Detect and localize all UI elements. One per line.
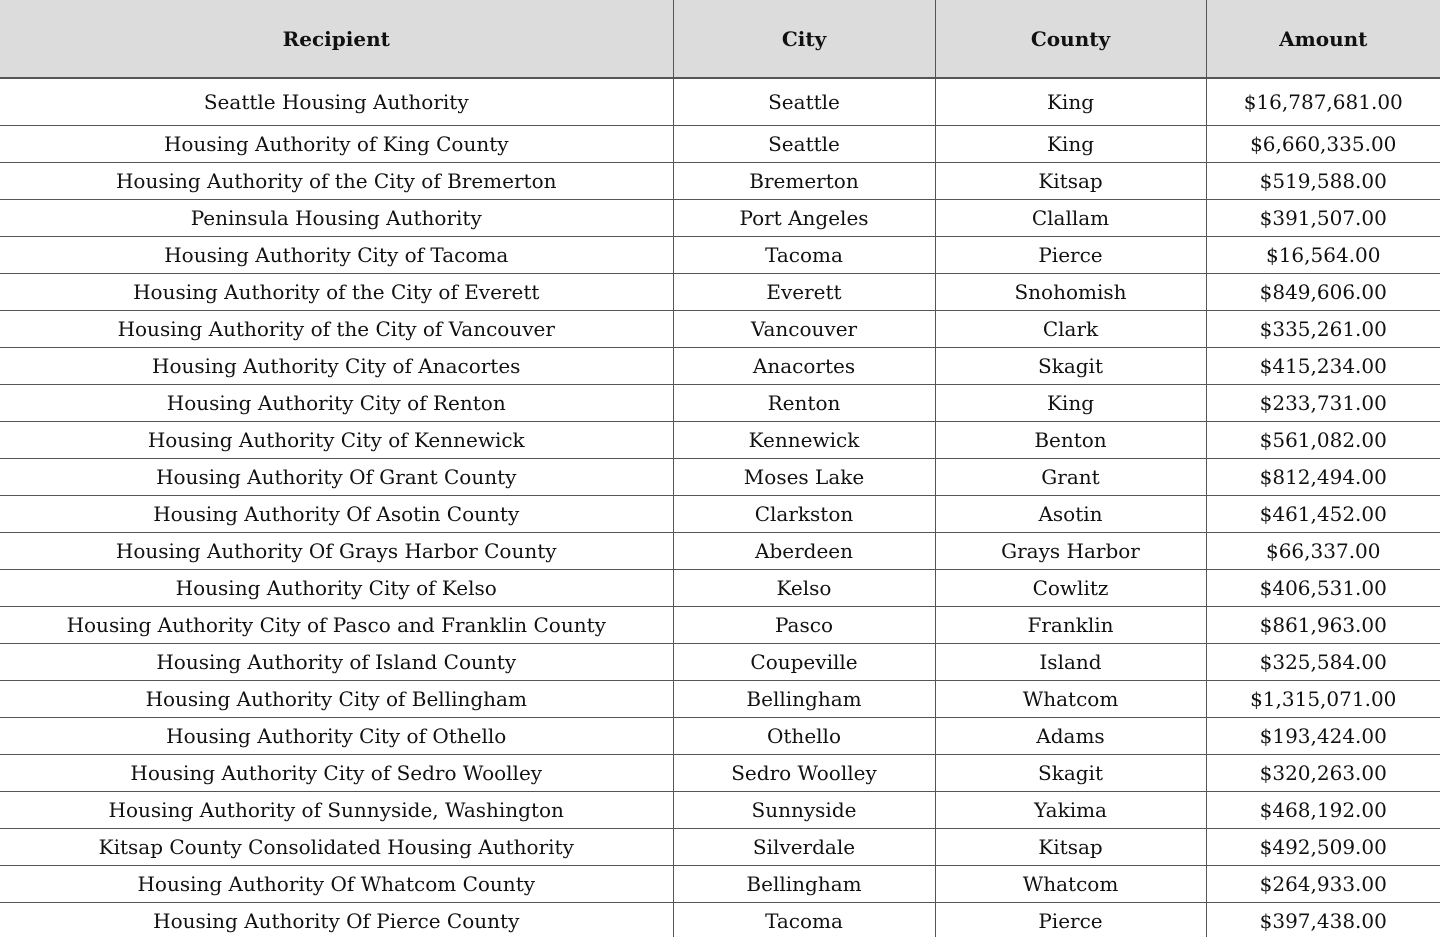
cell-county: Cowlitz xyxy=(935,570,1206,607)
cell-amount: $849,606.00 xyxy=(1206,274,1440,311)
cell-county: Kitsap xyxy=(935,163,1206,200)
cell-county: Franklin xyxy=(935,607,1206,644)
column-header-county: County xyxy=(935,0,1206,78)
cell-city: Pasco xyxy=(673,607,935,644)
cell-county: Island xyxy=(935,644,1206,681)
cell-county: Kitsap xyxy=(935,829,1206,866)
table-row xyxy=(0,311,1440,348)
cell-city: Renton xyxy=(673,385,935,422)
cell-recipient: Housing Authority of the City of Bremerton xyxy=(0,163,673,200)
table-header xyxy=(0,0,1440,78)
cell-county: Skagit xyxy=(935,348,1206,385)
cell-city: Seattle xyxy=(673,126,935,163)
cell-amount: $468,192.00 xyxy=(1206,792,1440,829)
cell-amount: $6,660,335.00 xyxy=(1206,126,1440,163)
cell-recipient: Kitsap County Consolidated Housing Authority xyxy=(0,829,673,866)
table-row xyxy=(0,237,1440,274)
cell-city: Othello xyxy=(673,718,935,755)
column-header-recipient: Recipient xyxy=(0,0,673,78)
cell-recipient: Peninsula Housing Authority xyxy=(0,200,673,237)
cell-amount: $461,452.00 xyxy=(1206,496,1440,533)
table-row xyxy=(0,274,1440,311)
cell-city: Port Angeles xyxy=(673,200,935,237)
cell-amount: $193,424.00 xyxy=(1206,718,1440,755)
cell-county: Clark xyxy=(935,311,1206,348)
cell-county: Whatcom xyxy=(935,866,1206,903)
table-row xyxy=(0,422,1440,459)
cell-recipient: Housing Authority City of Sedro Woolley xyxy=(0,755,673,792)
cell-amount: $335,261.00 xyxy=(1206,311,1440,348)
cell-amount: $492,509.00 xyxy=(1206,829,1440,866)
table-row xyxy=(0,607,1440,644)
table-row xyxy=(0,459,1440,496)
table-row xyxy=(0,903,1440,937)
table-row xyxy=(0,644,1440,681)
cell-amount: $325,584.00 xyxy=(1206,644,1440,681)
cell-recipient: Housing Authority of Island County xyxy=(0,644,673,681)
cell-county: Pierce xyxy=(935,237,1206,274)
table-row xyxy=(0,718,1440,755)
cell-county: Pierce xyxy=(935,903,1206,937)
cell-amount: $16,564.00 xyxy=(1206,237,1440,274)
cell-amount: $519,588.00 xyxy=(1206,163,1440,200)
cell-recipient: Housing Authority of the City of Vancouver xyxy=(0,311,673,348)
cell-recipient: Housing Authority City of Kelso xyxy=(0,570,673,607)
table-row xyxy=(0,866,1440,903)
cell-county: Grays Harbor xyxy=(935,533,1206,570)
cell-county: Whatcom xyxy=(935,681,1206,718)
cell-county: King xyxy=(935,126,1206,163)
table-row xyxy=(0,348,1440,385)
cell-recipient: Housing Authority City of Anacortes xyxy=(0,348,673,385)
cell-amount: $415,234.00 xyxy=(1206,348,1440,385)
cell-recipient: Housing Authority of Sunnyside, Washington xyxy=(0,792,673,829)
table-row xyxy=(0,755,1440,792)
table-row xyxy=(0,200,1440,237)
cell-amount: $861,963.00 xyxy=(1206,607,1440,644)
cell-recipient: Housing Authority of King County xyxy=(0,126,673,163)
cell-amount: $397,438.00 xyxy=(1206,903,1440,937)
cell-city: Bellingham xyxy=(673,681,935,718)
cell-city: Bremerton xyxy=(673,163,935,200)
table-row xyxy=(0,829,1440,866)
table-row xyxy=(0,792,1440,829)
cell-recipient: Housing Authority City of Pasco and Franklin County xyxy=(0,607,673,644)
column-header-amount: Amount xyxy=(1206,0,1440,78)
cell-city: Coupeville xyxy=(673,644,935,681)
cell-city: Bellingham xyxy=(673,866,935,903)
table-row xyxy=(0,533,1440,570)
cell-amount: $561,082.00 xyxy=(1206,422,1440,459)
cell-county: Adams xyxy=(935,718,1206,755)
cell-amount: $66,337.00 xyxy=(1206,533,1440,570)
cell-recipient: Housing Authority City of Renton xyxy=(0,385,673,422)
cell-recipient: Housing Authority Of Grant County xyxy=(0,459,673,496)
table-row xyxy=(0,681,1440,718)
cell-recipient: Seattle Housing Authority xyxy=(0,78,673,126)
table-row xyxy=(0,385,1440,422)
cell-city: Kelso xyxy=(673,570,935,607)
cell-county: Snohomish xyxy=(935,274,1206,311)
table-row xyxy=(0,163,1440,200)
cell-county: King xyxy=(935,385,1206,422)
cell-recipient: Housing Authority of the City of Everett xyxy=(0,274,673,311)
cell-city: Tacoma xyxy=(673,237,935,274)
cell-county: Grant xyxy=(935,459,1206,496)
cell-amount: $233,731.00 xyxy=(1206,385,1440,422)
cell-county: King xyxy=(935,78,1206,126)
cell-county: Yakima xyxy=(935,792,1206,829)
cell-city: Anacortes xyxy=(673,348,935,385)
cell-amount: $16,787,681.00 xyxy=(1206,78,1440,126)
cell-recipient: Housing Authority City of Othello xyxy=(0,718,673,755)
cell-amount: $1,315,071.00 xyxy=(1206,681,1440,718)
cell-city: Aberdeen xyxy=(673,533,935,570)
cell-city: Vancouver xyxy=(673,311,935,348)
column-header-city: City xyxy=(673,0,935,78)
cell-recipient: Housing Authority City of Tacoma xyxy=(0,237,673,274)
header-row xyxy=(0,0,1440,78)
cell-amount: $812,494.00 xyxy=(1206,459,1440,496)
cell-amount: $264,933.00 xyxy=(1206,866,1440,903)
table-row xyxy=(0,126,1440,163)
table-row xyxy=(0,570,1440,607)
table-row xyxy=(0,496,1440,533)
cell-city: Moses Lake xyxy=(673,459,935,496)
cell-city: Tacoma xyxy=(673,903,935,937)
cell-amount: $406,531.00 xyxy=(1206,570,1440,607)
cell-city: Sedro Woolley xyxy=(673,755,935,792)
table-row xyxy=(0,78,1440,126)
cell-recipient: Housing Authority Of Asotin County xyxy=(0,496,673,533)
cell-recipient: Housing Authority City of Kennewick xyxy=(0,422,673,459)
cell-city: Everett xyxy=(673,274,935,311)
cell-city: Sunnyside xyxy=(673,792,935,829)
cell-recipient: Housing Authority Of Whatcom County xyxy=(0,866,673,903)
cell-city: Silverdale xyxy=(673,829,935,866)
cell-amount: $391,507.00 xyxy=(1206,200,1440,237)
cell-recipient: Housing Authority Of Pierce County xyxy=(0,903,673,937)
cell-amount: $320,263.00 xyxy=(1206,755,1440,792)
cell-city: Clarkston xyxy=(673,496,935,533)
cell-county: Asotin xyxy=(935,496,1206,533)
cell-recipient: Housing Authority City of Bellingham xyxy=(0,681,673,718)
cell-city: Kennewick xyxy=(673,422,935,459)
table-body xyxy=(0,78,1440,937)
cell-county: Clallam xyxy=(935,200,1206,237)
cell-city: Seattle xyxy=(673,78,935,126)
cell-county: Benton xyxy=(935,422,1206,459)
cell-recipient: Housing Authority Of Grays Harbor County xyxy=(0,533,673,570)
cell-county: Skagit xyxy=(935,755,1206,792)
